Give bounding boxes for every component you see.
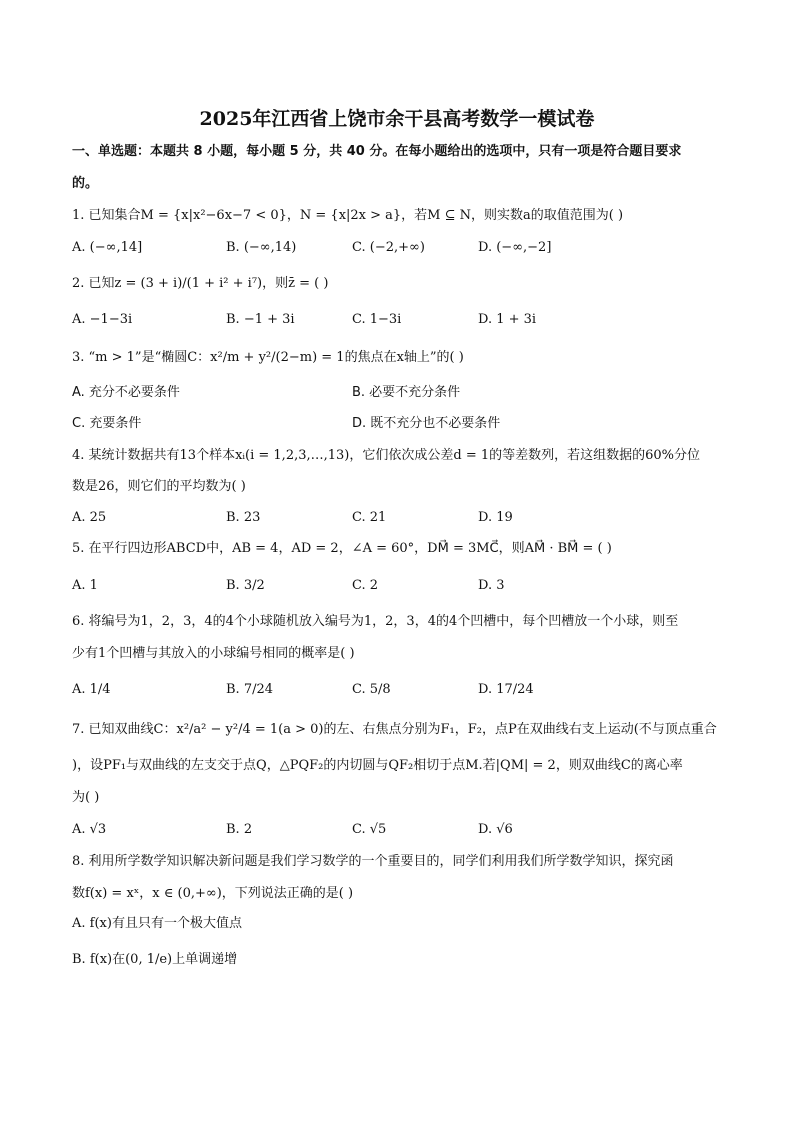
question-3-stem: 3. “m > 1”是“椭圆C：x²/m + y²/(2−m) = 1的焦点在x轴上”的( ): [72, 350, 464, 365]
q7-option-b[interactable]: B. 2: [226, 822, 253, 837]
question-7-stem-line1: 7. 已知双曲线C：x²/a² − y²/4 = 1(a > 0)的左、右焦点分别为F₁，F₂，点P在双曲线右支上运动(不与顶点重合: [72, 722, 717, 737]
q8-option-b[interactable]: B. f(x)在(0, 1/e)上单调递增: [72, 952, 238, 967]
q5-option-b[interactable]: B. 3/2: [226, 578, 265, 593]
question-8-stem-line2: 数f(x) = xˣ，x ∈ (0,+∞)，下列说法正确的是( ): [72, 886, 354, 901]
question-6-stem-line1: 6. 将编号为1，2，3，4的4个小球随机放入编号为1，2，3，4的4个凹槽中，每个凹槽放一个小球，则至: [72, 614, 679, 629]
q3-option-d[interactable]: D. 既不充分也不必要条件: [352, 416, 501, 431]
q2-option-b[interactable]: B. −1 + 3i: [226, 312, 295, 327]
question-5-stem: 5. 在平行四边形ABCD中，AB = 4，AD = 2，∠A = 60°，DM⃗ = 3MC⃗，则AM⃗ · BM⃗ = ( ): [72, 541, 612, 556]
question-1-stem: 1. 已知集合M = {x|x²−6x−7 < 0}，N = {x|2x > a}，若M ⊆ N，则实数a的取值范围为( ): [72, 208, 624, 223]
q7-option-d[interactable]: D. √6: [478, 822, 513, 837]
q4-option-b[interactable]: B. 23: [226, 510, 261, 525]
q6-option-c[interactable]: C. 5/8: [352, 682, 391, 697]
question-1-options: [72, 238, 732, 258]
question-5-options: [72, 576, 732, 596]
question-6-options: [72, 680, 732, 700]
q7-option-c[interactable]: C. √5: [352, 822, 387, 837]
q6-option-b[interactable]: B. 7/24: [226, 682, 274, 697]
section-heading-line1: 一、单选题：本题共 8 小题，每小题 5 分，共 40 分。在每小题给出的选项中，只有一项是符合题目要求: [72, 144, 682, 159]
q2-option-a[interactable]: A. −1−3i: [72, 312, 133, 327]
question-4-options: [72, 508, 732, 528]
question-3-options-row1: [72, 383, 732, 403]
q6-option-d[interactable]: D. 17/24: [478, 682, 534, 697]
q4-option-c[interactable]: C. 21: [352, 510, 387, 525]
q2-option-c[interactable]: C. 1−3i: [352, 312, 402, 327]
q1-option-a[interactable]: A. (−∞,14]: [72, 240, 143, 255]
question-2-options: [72, 310, 732, 330]
q1-option-b[interactable]: B. (−∞,14): [226, 240, 297, 255]
question-4-stem-line2: 数是26，则它们的平均数为( ): [72, 479, 246, 494]
page-title: 2025年江西省上饶市余干县高考数学一模试卷: [199, 108, 595, 130]
q3-option-b[interactable]: B. 必要不充分条件: [352, 385, 461, 400]
section-heading-line2: 的。: [72, 176, 99, 191]
q8-option-a[interactable]: A. f(x)有且只有一个极大值点: [72, 916, 242, 931]
question-8-stem-line1: 8. 利用所学数学知识解决新问题是我们学习数学的一个重要目的，同学们利用我们所学数学知识，探究函: [72, 854, 674, 869]
question-7-stem-line2: )，设PF₁与双曲线的左支交于点Q，△PQF₂的内切圆与QF₂相切于点M.若|QM| = 2，则双曲线C的离心率: [72, 758, 683, 773]
question-3-options-row2: [72, 414, 732, 434]
question-2-stem: 2. 已知z = (3 + i)/(1 + i² + i⁷)，则z̄ = ( ): [72, 276, 329, 291]
q2-option-d[interactable]: D. 1 + 3i: [478, 312, 537, 327]
q4-option-d[interactable]: D. 19: [478, 510, 513, 525]
q7-option-a[interactable]: A. √3: [72, 822, 107, 837]
q3-option-a[interactable]: A. 充分不必要条件: [72, 385, 180, 400]
question-6-stem-line2: 少有1个凹槽与其放入的小球编号相同的概率是( ): [72, 646, 355, 661]
q4-option-a[interactable]: A. 25: [72, 510, 107, 525]
q1-option-c[interactable]: C. (−2,+∞): [352, 240, 425, 255]
q5-option-a[interactable]: A. 1: [72, 578, 98, 593]
q6-option-a[interactable]: A. 1/4: [72, 682, 111, 697]
question-7-options: [72, 820, 732, 840]
q5-option-c[interactable]: C. 2: [352, 578, 379, 593]
q1-option-d[interactable]: D. (−∞,−2]: [478, 240, 552, 255]
question-7-stem-line3: 为( ): [72, 790, 100, 805]
q3-option-c[interactable]: C. 充要条件: [72, 416, 142, 431]
q5-option-d[interactable]: D. 3: [478, 578, 505, 593]
question-4-stem-line1: 4. 某统计数据共有13个样本xᵢ(i = 1,2,3,…,13)，它们依次成公差d = 1的等差数列，若这组数据的60%分位: [72, 448, 701, 463]
